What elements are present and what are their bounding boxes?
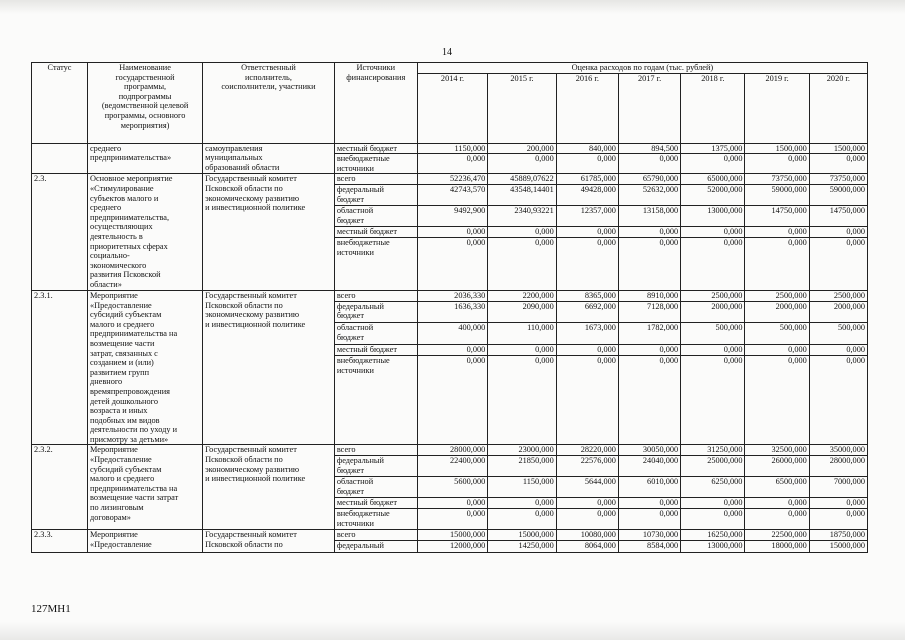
value-cell: 21850,000 [488, 456, 556, 477]
value-cell: 8584,000 [618, 540, 680, 552]
source-cell: местный бюджет [334, 344, 417, 355]
responsible-cell: Государственный комитет Псковской области по экономическому развитию и инвестиционной политике [203, 174, 335, 291]
value-cell: 0,000 [417, 237, 488, 290]
value-cell: 15000,000 [417, 530, 488, 541]
value-cell: 0,000 [809, 498, 867, 509]
status-cell [32, 143, 88, 174]
value-cell: 0,000 [681, 509, 745, 530]
value-cell: 0,000 [681, 237, 745, 290]
value-cell: 0,000 [417, 509, 488, 530]
value-cell: 2500,000 [745, 290, 809, 301]
value-cell: 25000,000 [681, 456, 745, 477]
value-cell: 6010,000 [618, 477, 680, 498]
value-cell: 0,000 [556, 498, 618, 509]
value-cell: 0,000 [556, 344, 618, 355]
value-cell: 24040,000 [618, 456, 680, 477]
value-cell: 0,000 [618, 154, 680, 174]
value-cell: 0,000 [417, 226, 488, 237]
value-cell: 110,000 [488, 323, 556, 345]
value-cell: 1636,330 [417, 301, 488, 323]
value-cell: 0,000 [488, 344, 556, 355]
value-cell: 61785,000 [556, 174, 618, 185]
value-cell: 13000,000 [681, 540, 745, 552]
value-cell: 32500,000 [745, 445, 809, 456]
source-cell: внебюджетные источники [334, 509, 417, 530]
value-cell: 0,000 [488, 226, 556, 237]
source-cell: федеральный бюджет [334, 184, 417, 205]
source-cell: внебюджетные источники [334, 237, 417, 290]
value-cell: 6692,000 [556, 301, 618, 323]
value-cell: 0,000 [556, 237, 618, 290]
value-cell: 0,000 [809, 344, 867, 355]
responsible-cell: Государственный комитет Псковской области по экономическому развитию и инвестиционной политике [203, 445, 335, 530]
value-cell: 8365,000 [556, 290, 618, 301]
name-cell: среднего предпринимательства» [88, 143, 203, 174]
value-cell: 28000,000 [809, 456, 867, 477]
value-cell: 12000,000 [417, 540, 488, 552]
value-cell: 0,000 [745, 226, 809, 237]
value-cell: 0,000 [556, 356, 618, 445]
value-cell: 0,000 [745, 356, 809, 445]
value-cell: 200,000 [488, 143, 556, 154]
table-body [32, 143, 868, 552]
source-cell: местный бюджет [334, 143, 417, 154]
value-cell: 52632,000 [618, 184, 680, 205]
value-cell: 0,000 [556, 226, 618, 237]
responsible-cell: самоуправления муниципальных образований области [203, 143, 335, 174]
value-cell: 2036,330 [417, 290, 488, 301]
source-cell: федеральный [334, 540, 417, 552]
value-cell: 0,000 [681, 226, 745, 237]
value-cell: 30050,000 [618, 445, 680, 456]
source-cell: областной бюджет [334, 205, 417, 226]
value-cell: 2500,000 [681, 290, 745, 301]
value-cell: 0,000 [417, 154, 488, 174]
source-cell: внебюджетные источники [334, 356, 417, 445]
value-cell: 22400,000 [417, 456, 488, 477]
value-cell: 0,000 [745, 344, 809, 355]
value-cell: 23000,000 [488, 445, 556, 456]
status-cell: 2.3.1. [32, 290, 88, 445]
value-cell: 22576,000 [556, 456, 618, 477]
table-row [32, 290, 868, 301]
header-status: Статус [32, 63, 88, 144]
value-cell: 1673,000 [556, 323, 618, 345]
value-cell: 1150,000 [417, 143, 488, 154]
table-row [32, 530, 868, 541]
document-code: 127МН1 [31, 603, 71, 615]
value-cell: 500,000 [681, 323, 745, 345]
value-cell: 500,000 [745, 323, 809, 345]
value-cell: 0,000 [681, 344, 745, 355]
value-cell: 500,000 [809, 323, 867, 345]
value-cell: 10080,000 [556, 530, 618, 541]
name-cell: Мероприятие «Предоставление субсидий субъектам малого и среднего предпринимательства на возмещение части затрат по лизинговым договорам» [88, 445, 203, 530]
source-cell: областной бюджет [334, 477, 417, 498]
value-cell: 42743,570 [417, 184, 488, 205]
value-cell: 15000,000 [488, 530, 556, 541]
value-cell: 0,000 [809, 226, 867, 237]
budget-table [31, 62, 868, 553]
value-cell: 14750,000 [745, 205, 809, 226]
value-cell: 6500,000 [745, 477, 809, 498]
value-cell: 840,000 [556, 143, 618, 154]
value-cell: 12357,000 [556, 205, 618, 226]
source-cell: местный бюджет [334, 226, 417, 237]
value-cell: 0,000 [488, 498, 556, 509]
value-cell: 65000,000 [681, 174, 745, 185]
value-cell: 0,000 [488, 356, 556, 445]
value-cell: 1375,000 [681, 143, 745, 154]
scan-edge-bottom [0, 622, 905, 640]
value-cell: 0,000 [488, 509, 556, 530]
status-cell: 2.3. [32, 174, 88, 291]
value-cell: 6250,000 [681, 477, 745, 498]
table-row [32, 445, 868, 456]
value-cell: 8064,000 [556, 540, 618, 552]
value-cell: 10730,000 [618, 530, 680, 541]
source-cell: местный бюджет [334, 498, 417, 509]
value-cell: 59000,000 [809, 184, 867, 205]
value-cell: 59000,000 [745, 184, 809, 205]
value-cell: 0,000 [618, 237, 680, 290]
value-cell: 31250,000 [681, 445, 745, 456]
header-year: 2016 г. [556, 73, 618, 143]
header-responsible: Ответственный исполнитель, соисполнители, участники [203, 63, 335, 144]
value-cell: 0,000 [745, 154, 809, 174]
value-cell: 65790,000 [618, 174, 680, 185]
value-cell: 0,000 [488, 154, 556, 174]
value-cell: 7128,000 [618, 301, 680, 323]
value-cell: 0,000 [809, 154, 867, 174]
value-cell: 28000,000 [417, 445, 488, 456]
value-cell: 0,000 [488, 237, 556, 290]
header-sources: Источники финансирования [334, 63, 417, 144]
value-cell: 8910,000 [618, 290, 680, 301]
value-cell: 2200,000 [488, 290, 556, 301]
value-cell: 400,000 [417, 323, 488, 345]
value-cell: 7000,000 [809, 477, 867, 498]
status-cell: 2.3.2. [32, 445, 88, 530]
value-cell: 49428,000 [556, 184, 618, 205]
value-cell: 73750,000 [745, 174, 809, 185]
value-cell: 52236,470 [417, 174, 488, 185]
source-cell: федеральный бюджет [334, 456, 417, 477]
responsible-cell: Государственный комитет Псковской области по [203, 530, 335, 553]
value-cell: 0,000 [618, 356, 680, 445]
value-cell: 5644,000 [556, 477, 618, 498]
value-cell: 43548,14401 [488, 184, 556, 205]
value-cell: 16250,000 [681, 530, 745, 541]
value-cell: 18750,000 [809, 530, 867, 541]
header-year: 2019 г. [745, 73, 809, 143]
value-cell: 0,000 [681, 498, 745, 509]
value-cell: 2090,000 [488, 301, 556, 323]
table-header [32, 63, 868, 144]
source-cell: всего [334, 530, 417, 541]
value-cell: 15000,000 [809, 540, 867, 552]
value-cell: 13000,000 [681, 205, 745, 226]
value-cell: 1150,000 [488, 477, 556, 498]
header-year: 2020 г. [809, 73, 867, 143]
source-cell: всего [334, 290, 417, 301]
header-year: 2018 г. [681, 73, 745, 143]
source-cell: внебюджетные источники [334, 154, 417, 174]
value-cell: 14750,000 [809, 205, 867, 226]
value-cell: 0,000 [809, 356, 867, 445]
source-cell: всего [334, 445, 417, 456]
value-cell: 0,000 [681, 356, 745, 445]
value-cell: 28220,000 [556, 445, 618, 456]
source-cell: всего [334, 174, 417, 185]
value-cell: 0,000 [618, 344, 680, 355]
value-cell: 9492,900 [417, 205, 488, 226]
source-cell: федеральный бюджет [334, 301, 417, 323]
responsible-cell: Государственный комитет Псковской области по экономическому развитию и инвестиционной политике [203, 290, 335, 445]
value-cell: 1500,000 [809, 143, 867, 154]
value-cell: 0,000 [745, 509, 809, 530]
header-year: 2017 г. [618, 73, 680, 143]
value-cell: 0,000 [618, 226, 680, 237]
value-cell: 0,000 [556, 154, 618, 174]
value-cell: 2340,93221 [488, 205, 556, 226]
value-cell: 2000,000 [745, 301, 809, 323]
status-cell: 2.3.3. [32, 530, 88, 553]
value-cell: 0,000 [681, 154, 745, 174]
value-cell: 52000,000 [681, 184, 745, 205]
value-cell: 0,000 [745, 237, 809, 290]
name-cell: Мероприятие «Предоставление [88, 530, 203, 553]
value-cell: 0,000 [417, 356, 488, 445]
value-cell: 1500,000 [745, 143, 809, 154]
value-cell: 35000,000 [809, 445, 867, 456]
page-number: 14 [442, 47, 452, 58]
header-estimate: Оценка расходов по годам (тыс. рублей) [417, 63, 867, 74]
value-cell: 0,000 [618, 509, 680, 530]
value-cell: 0,000 [556, 509, 618, 530]
value-cell: 5600,000 [417, 477, 488, 498]
table-row [32, 174, 868, 185]
source-cell: областной бюджет [334, 323, 417, 345]
name-cell: Основное мероприятие «Стимулирование субъектов малого и среднего предпринимательства, осуществляющих деятельность в приоритетных сферах социально- экономического развития Псковской области» [88, 174, 203, 291]
value-cell: 0,000 [417, 344, 488, 355]
header-year: 2015 г. [488, 73, 556, 143]
value-cell: 1782,000 [618, 323, 680, 345]
value-cell: 26000,000 [745, 456, 809, 477]
value-cell: 73750,000 [809, 174, 867, 185]
value-cell: 0,000 [809, 237, 867, 290]
value-cell: 0,000 [417, 498, 488, 509]
scan-edge-top [0, 0, 905, 14]
header-name: Наименование государственной программы, подпрограммы (ведомственной целевой программы, основного мероприятия) [88, 63, 203, 144]
value-cell: 0,000 [618, 498, 680, 509]
value-cell: 2000,000 [809, 301, 867, 323]
value-cell: 894,500 [618, 143, 680, 154]
value-cell: 2500,000 [809, 290, 867, 301]
value-cell: 0,000 [809, 509, 867, 530]
value-cell: 18000,000 [745, 540, 809, 552]
value-cell: 14250,000 [488, 540, 556, 552]
table-row [32, 143, 868, 154]
header-year: 2014 г. [417, 73, 488, 143]
value-cell: 45889,07622 [488, 174, 556, 185]
value-cell: 0,000 [745, 498, 809, 509]
value-cell: 13158,000 [618, 205, 680, 226]
value-cell: 2000,000 [681, 301, 745, 323]
value-cell: 22500,000 [745, 530, 809, 541]
name-cell: Мероприятие «Предоставление субсидий субъектам малого и среднего предпринимательства на возмещение части затрат, связанных с созданием и (или) развитием групп дневного времяпрепровождения детей дошкольного возраста и иных подобных им видов деятельности по уходу и присмотру за детьми» [88, 290, 203, 445]
